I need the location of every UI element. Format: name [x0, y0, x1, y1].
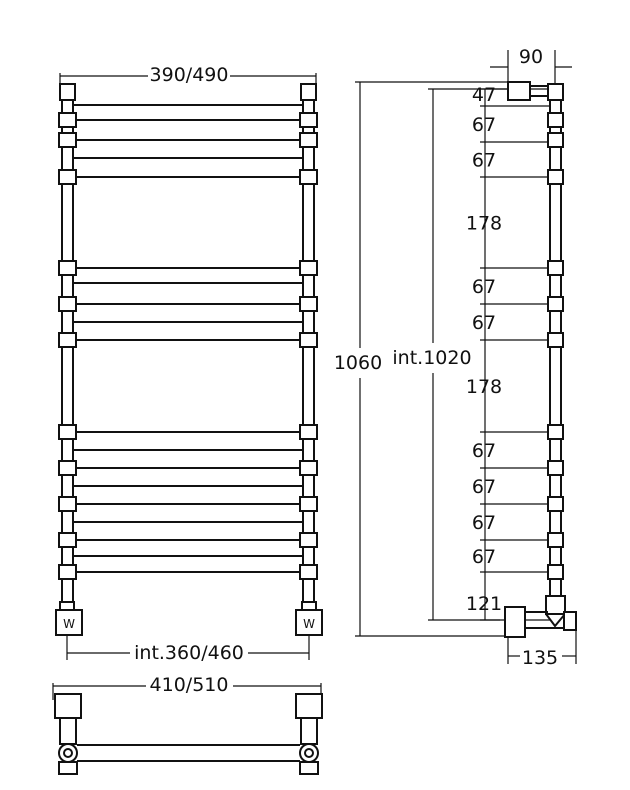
wall-bracket-top	[508, 82, 530, 100]
side-collar	[548, 113, 563, 127]
rail-collar	[300, 333, 317, 347]
side-offset-label: 135	[521, 647, 559, 669]
front-view	[56, 64, 322, 664]
front-width-dimension	[60, 64, 316, 88]
spacing-label: 67	[471, 512, 497, 534]
rail-collar	[59, 533, 76, 547]
rail-collar	[59, 565, 76, 579]
rail-collar	[59, 497, 76, 511]
spacing-label: 67	[471, 476, 497, 498]
spacing-label: 67	[471, 312, 497, 334]
rail-collar	[300, 170, 317, 184]
rail-collar	[300, 261, 317, 275]
rail-collar	[59, 170, 76, 184]
rail-collar	[300, 297, 317, 311]
left-valve-glyph: W	[63, 617, 75, 631]
rail-collar	[300, 133, 317, 147]
top-view	[53, 674, 322, 774]
spacing-label: 67	[471, 546, 497, 568]
spacing-label: 178	[465, 376, 503, 398]
spacing-label: 67	[471, 149, 497, 172]
left-valve	[56, 602, 82, 635]
side-top-cap	[548, 84, 563, 100]
side-collar	[548, 333, 563, 347]
side-collar	[548, 261, 563, 275]
front-inner-width-dimension	[67, 636, 309, 664]
front-width-label: 390/490	[149, 64, 229, 86]
side-collar	[548, 533, 563, 547]
rail-collar	[59, 425, 76, 439]
side-collar	[548, 565, 563, 579]
right-valve-glyph: W	[303, 617, 315, 631]
side-view	[334, 46, 576, 669]
rail-collar	[300, 461, 317, 475]
side-collar	[548, 170, 563, 184]
rail-collar	[300, 497, 317, 511]
spacing-chain	[466, 84, 550, 620]
rail-collar	[59, 133, 76, 147]
spacing-label: 47	[471, 84, 497, 106]
rail-collar	[59, 261, 76, 275]
rail-collar	[300, 113, 317, 127]
front-rails	[62, 100, 314, 602]
side-collar	[548, 297, 563, 311]
spacing-label: 67	[471, 276, 497, 298]
side-collar	[548, 425, 563, 439]
front-inner-width-label: int.360/460	[134, 642, 244, 664]
side-collar	[548, 497, 563, 511]
rail-collar	[59, 297, 76, 311]
side-depth-label: 90	[518, 46, 544, 68]
right-valve	[296, 602, 322, 635]
side-collar	[548, 133, 563, 147]
side-collar	[548, 461, 563, 475]
rail-collar	[300, 425, 317, 439]
rail-collar	[59, 333, 76, 347]
top-width-label: 410/510	[149, 674, 229, 696]
front-bars	[59, 105, 317, 579]
side-collars	[548, 113, 563, 579]
bottom-connection	[505, 596, 576, 637]
spacing-label: 67	[471, 440, 497, 462]
left-top-cap	[60, 84, 75, 100]
right-top-cap	[301, 84, 316, 100]
spacing-label: 121	[465, 593, 503, 615]
rail-collar	[300, 533, 317, 547]
inner-height-label: int.1020	[392, 347, 472, 369]
rail-collar	[59, 461, 76, 475]
spacing-label: 178	[465, 212, 503, 235]
total-height-label: 1060	[333, 352, 383, 374]
spacing-label: 67	[471, 114, 497, 136]
rail-collar	[300, 565, 317, 579]
rail-collar	[59, 113, 76, 127]
